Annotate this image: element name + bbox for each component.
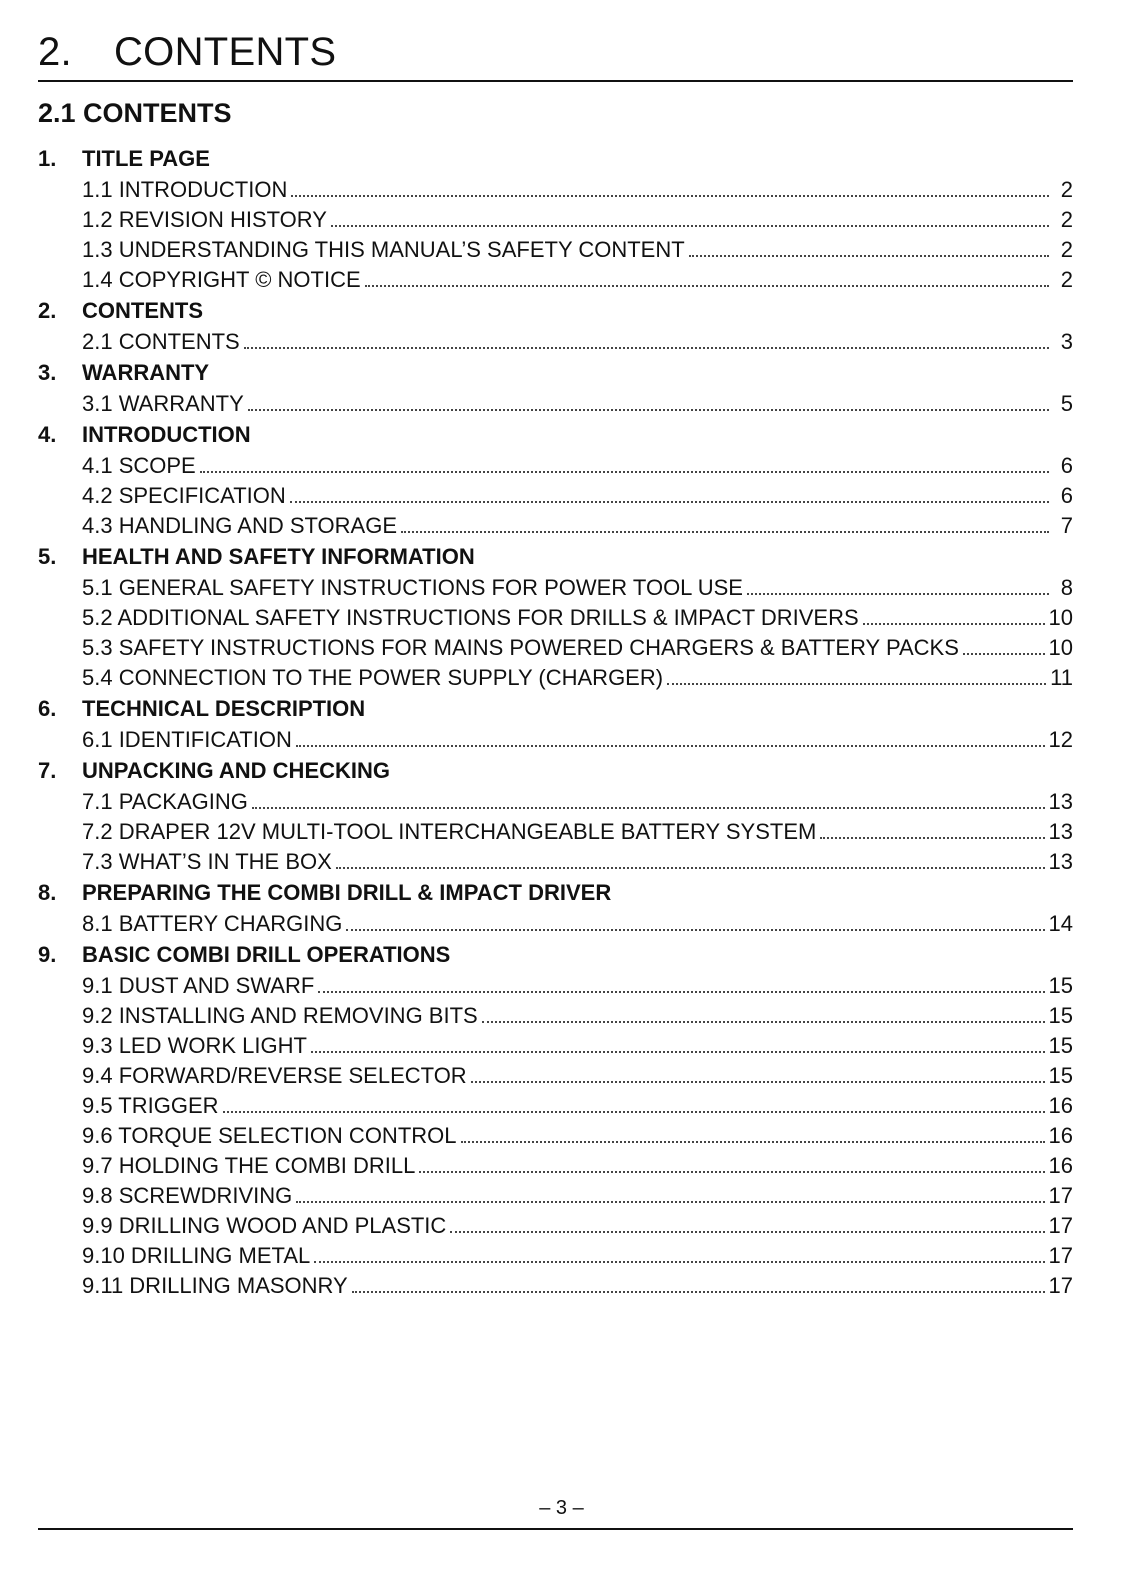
toc-section: [38, 877, 1073, 939]
toc-entry-page: 2: [1060, 177, 1073, 202]
toc-section: [38, 143, 1073, 295]
toc-entry[interactable]: [82, 971, 1073, 1001]
toc-entry-label: 4.3 HANDLING AND STORAGE: [82, 513, 398, 538]
section-heading: 2.1 CONTENTS: [38, 98, 232, 128]
toc-entry-label: 9.7 HOLDING THE COMBI DRILL: [82, 1153, 416, 1178]
toc-section-number: 9.: [38, 942, 57, 967]
dot-leader: [401, 531, 1049, 533]
toc-entry[interactable]: [82, 1061, 1073, 1091]
toc-entry-label: 8.1 BATTERY CHARGING: [82, 911, 343, 936]
toc-entry[interactable]: [82, 1271, 1073, 1301]
toc-section-title: [38, 939, 1073, 971]
toc-entry-label: 4.2 SPECIFICATION: [82, 483, 286, 508]
toc-entry-label: 9.8 SCREWDRIVING: [82, 1183, 293, 1208]
toc-section-title: [38, 295, 1073, 327]
toc-entry-label: 5.2 ADDITIONAL SAFETY INSTRUCTIONS FOR DRILLS & IMPACT DRIVERS: [82, 605, 859, 630]
toc-entry-page: 15: [1048, 973, 1073, 998]
toc-section-title: [38, 419, 1073, 451]
dot-leader: [820, 837, 1044, 839]
dot-leader: [296, 745, 1045, 747]
toc-entry-label: 1.2 REVISION HISTORY: [82, 207, 327, 232]
dot-leader: [331, 225, 1049, 227]
dot-leader: [223, 1111, 1045, 1113]
toc-entry[interactable]: [82, 1091, 1073, 1121]
toc-entry-page: 8: [1060, 575, 1073, 600]
toc-entry[interactable]: [82, 481, 1073, 511]
toc-entry[interactable]: [82, 725, 1073, 755]
toc-entry-page: 14: [1048, 911, 1073, 936]
dot-leader: [314, 1261, 1044, 1263]
toc-section: [38, 419, 1073, 541]
toc-section-label: TITLE PAGE: [82, 146, 210, 171]
toc-entry[interactable]: [82, 603, 1073, 633]
toc-section-title: [38, 877, 1073, 909]
toc-entry-page: 17: [1048, 1213, 1073, 1238]
toc-entry[interactable]: [82, 511, 1073, 541]
toc-entry-label: 5.1 GENERAL SAFETY INSTRUCTIONS FOR POWER TOOL USE: [82, 575, 743, 600]
toc-section: [38, 755, 1073, 877]
toc-entry-page: 17: [1048, 1243, 1073, 1268]
toc-entry[interactable]: [82, 1211, 1073, 1241]
toc-section: [38, 939, 1073, 1301]
toc-entry-label: 7.2 DRAPER 12V MULTI-TOOL INTERCHANGEABLE BATTERY SYSTEM: [82, 819, 817, 844]
dot-leader: [461, 1141, 1045, 1143]
toc-entry-label: 9.1 DUST AND SWARF: [82, 973, 315, 998]
toc-entry-page: 16: [1048, 1153, 1073, 1178]
toc-entry-page: 2: [1060, 237, 1073, 262]
dot-leader: [689, 255, 1049, 257]
toc-entry-page: 16: [1048, 1093, 1073, 1118]
dot-leader: [248, 409, 1049, 411]
toc-entry[interactable]: [82, 1181, 1073, 1211]
footer-rule: [38, 1528, 1073, 1530]
toc-entry-label: 6.1 IDENTIFICATION: [82, 727, 292, 752]
toc-section-label: CONTENTS: [82, 298, 203, 323]
toc-entry-page: 6: [1060, 453, 1073, 478]
toc-entry-page: 11: [1050, 665, 1073, 690]
toc-entry-page: 7: [1060, 513, 1073, 538]
toc-entry-page: 2: [1060, 207, 1073, 232]
dot-leader: [963, 653, 1045, 655]
dot-leader: [318, 991, 1044, 993]
toc-section-title: [38, 755, 1073, 787]
toc-section-label: PREPARING THE COMBI DRILL & IMPACT DRIVER: [82, 880, 612, 905]
dot-leader: [346, 929, 1044, 931]
dot-leader: [747, 593, 1049, 595]
toc-entry-label: 9.10 DRILLING METAL: [82, 1243, 311, 1268]
dot-leader: [471, 1081, 1045, 1083]
table-of-contents: [38, 143, 1073, 1301]
toc-entry[interactable]: [82, 633, 1073, 663]
toc-section-number: 4.: [38, 422, 57, 447]
toc-entry-page: 6: [1060, 483, 1073, 508]
toc-section-number: 7.: [38, 758, 57, 783]
toc-section-number: 5.: [38, 544, 57, 569]
toc-entry-label: 3.1 WARRANTY: [82, 391, 244, 416]
toc-entry-label: 4.1 SCOPE: [82, 453, 196, 478]
dot-leader: [291, 195, 1049, 197]
toc-entry[interactable]: [82, 1151, 1073, 1181]
toc-entry-page: 12: [1048, 727, 1073, 752]
toc-section: [38, 295, 1073, 357]
dot-leader: [336, 867, 1045, 869]
toc-entry[interactable]: [82, 175, 1073, 205]
toc-entry[interactable]: [82, 1241, 1073, 1271]
toc-entry-page: 17: [1048, 1273, 1073, 1298]
toc-entry[interactable]: [82, 205, 1073, 235]
toc-entry-label: 9.6 TORQUE SELECTION CONTROL: [82, 1123, 457, 1148]
dot-leader: [365, 285, 1049, 287]
toc-entry[interactable]: [82, 847, 1073, 877]
toc-entry-label: 5.4 CONNECTION TO THE POWER SUPPLY (CHARGER): [82, 665, 664, 690]
toc-entry-page: 10: [1048, 605, 1073, 630]
toc-entry[interactable]: [82, 265, 1073, 295]
header-rule: [38, 80, 1073, 82]
toc-entry-page: 3: [1060, 329, 1073, 354]
toc-entry-page: 5: [1060, 391, 1073, 416]
toc-entry-page: 10: [1048, 635, 1073, 660]
toc-section-number: 2.: [38, 298, 57, 323]
dot-leader: [352, 1291, 1045, 1293]
toc-section-title: [38, 541, 1073, 573]
toc-section-label: UNPACKING AND CHECKING: [82, 758, 390, 783]
toc-entry-page: 13: [1048, 849, 1073, 874]
toc-entry[interactable]: [82, 909, 1073, 939]
toc-section: [38, 357, 1073, 419]
toc-entry-label: 9.3 LED WORK LIGHT: [82, 1033, 307, 1058]
toc-entry-label: 2.1 CONTENTS: [82, 329, 240, 354]
toc-entry-page: 13: [1048, 819, 1073, 844]
toc-entry[interactable]: [82, 1121, 1073, 1151]
dot-leader: [311, 1051, 1045, 1053]
toc-section-label: TECHNICAL DESCRIPTION: [82, 696, 366, 721]
dot-leader: [450, 1231, 1044, 1233]
dot-leader: [200, 471, 1049, 473]
toc-section-title: [38, 143, 1073, 175]
toc-section: [38, 541, 1073, 693]
dot-leader: [296, 1201, 1044, 1203]
toc-entry[interactable]: [82, 817, 1073, 847]
dot-leader: [863, 623, 1045, 625]
toc-entry[interactable]: [82, 663, 1073, 693]
toc-entry-label: 7.1 PACKAGING: [82, 789, 248, 814]
dot-leader: [419, 1171, 1044, 1173]
toc-entry-page: 17: [1048, 1183, 1073, 1208]
toc-entry-page: 15: [1048, 1033, 1073, 1058]
page-number: – 3 –: [539, 1497, 584, 1519]
toc-section-title: [38, 693, 1073, 725]
dot-leader: [482, 1021, 1045, 1023]
dot-leader: [244, 347, 1049, 349]
dot-leader: [252, 807, 1045, 809]
toc-entry[interactable]: [82, 573, 1073, 603]
toc-section-label: HEALTH AND SAFETY INFORMATION: [82, 544, 475, 569]
toc-section-number: 3.: [38, 360, 57, 385]
toc-section-title: [38, 357, 1073, 389]
toc-entry-page: 2: [1060, 267, 1073, 292]
toc-section-number: 6.: [38, 696, 57, 721]
toc-section-label: WARRANTY: [82, 360, 210, 385]
toc-entry-label: 9.5 TRIGGER: [82, 1093, 219, 1118]
toc-entry[interactable]: [82, 787, 1073, 817]
toc-entry-label: 1.1 INTRODUCTION: [82, 177, 288, 202]
toc-section: [38, 693, 1073, 755]
chapter-number: 2.: [38, 30, 72, 74]
toc-entry[interactable]: [82, 451, 1073, 481]
toc-section-label: BASIC COMBI DRILL OPERATIONS: [82, 942, 451, 967]
chapter-title: CONTENTS: [114, 30, 337, 74]
toc-entry-page: 15: [1048, 1063, 1073, 1088]
dot-leader: [667, 683, 1046, 685]
toc-entry[interactable]: [82, 389, 1073, 419]
toc-entry-page: 15: [1048, 1003, 1073, 1028]
toc-entry[interactable]: [82, 327, 1073, 357]
toc-entry[interactable]: [82, 1031, 1073, 1061]
toc-entry-label: 7.3 WHAT’S IN THE BOX: [82, 849, 332, 874]
toc-entry-label: 1.3 UNDERSTANDING THIS MANUAL’S SAFETY CONTENT: [82, 237, 685, 262]
toc-entry-label: 5.3 SAFETY INSTRUCTIONS FOR MAINS POWERED CHARGERS & BATTERY PACKS: [82, 635, 959, 660]
toc-entry-label: 9.11 DRILLING MASONRY: [82, 1273, 348, 1298]
toc-entry-page: 16: [1048, 1123, 1073, 1148]
toc-entry-label: 1.4 COPYRIGHT © NOTICE: [82, 267, 361, 292]
toc-entry-label: 9.4 FORWARD/REVERSE SELECTOR: [82, 1063, 467, 1088]
toc-section-number: 8.: [38, 880, 57, 905]
toc-section-label: INTRODUCTION: [82, 422, 251, 447]
toc-section-number: 1.: [38, 146, 57, 171]
toc-entry[interactable]: [82, 1001, 1073, 1031]
toc-entry[interactable]: [82, 235, 1073, 265]
dot-leader: [290, 501, 1049, 503]
page-title: [38, 30, 336, 75]
toc-entry-page: 13: [1048, 789, 1073, 814]
toc-entry-label: 9.9 DRILLING WOOD AND PLASTIC: [82, 1213, 447, 1238]
toc-entry-label: 9.2 INSTALLING AND REMOVING BITS: [82, 1003, 478, 1028]
